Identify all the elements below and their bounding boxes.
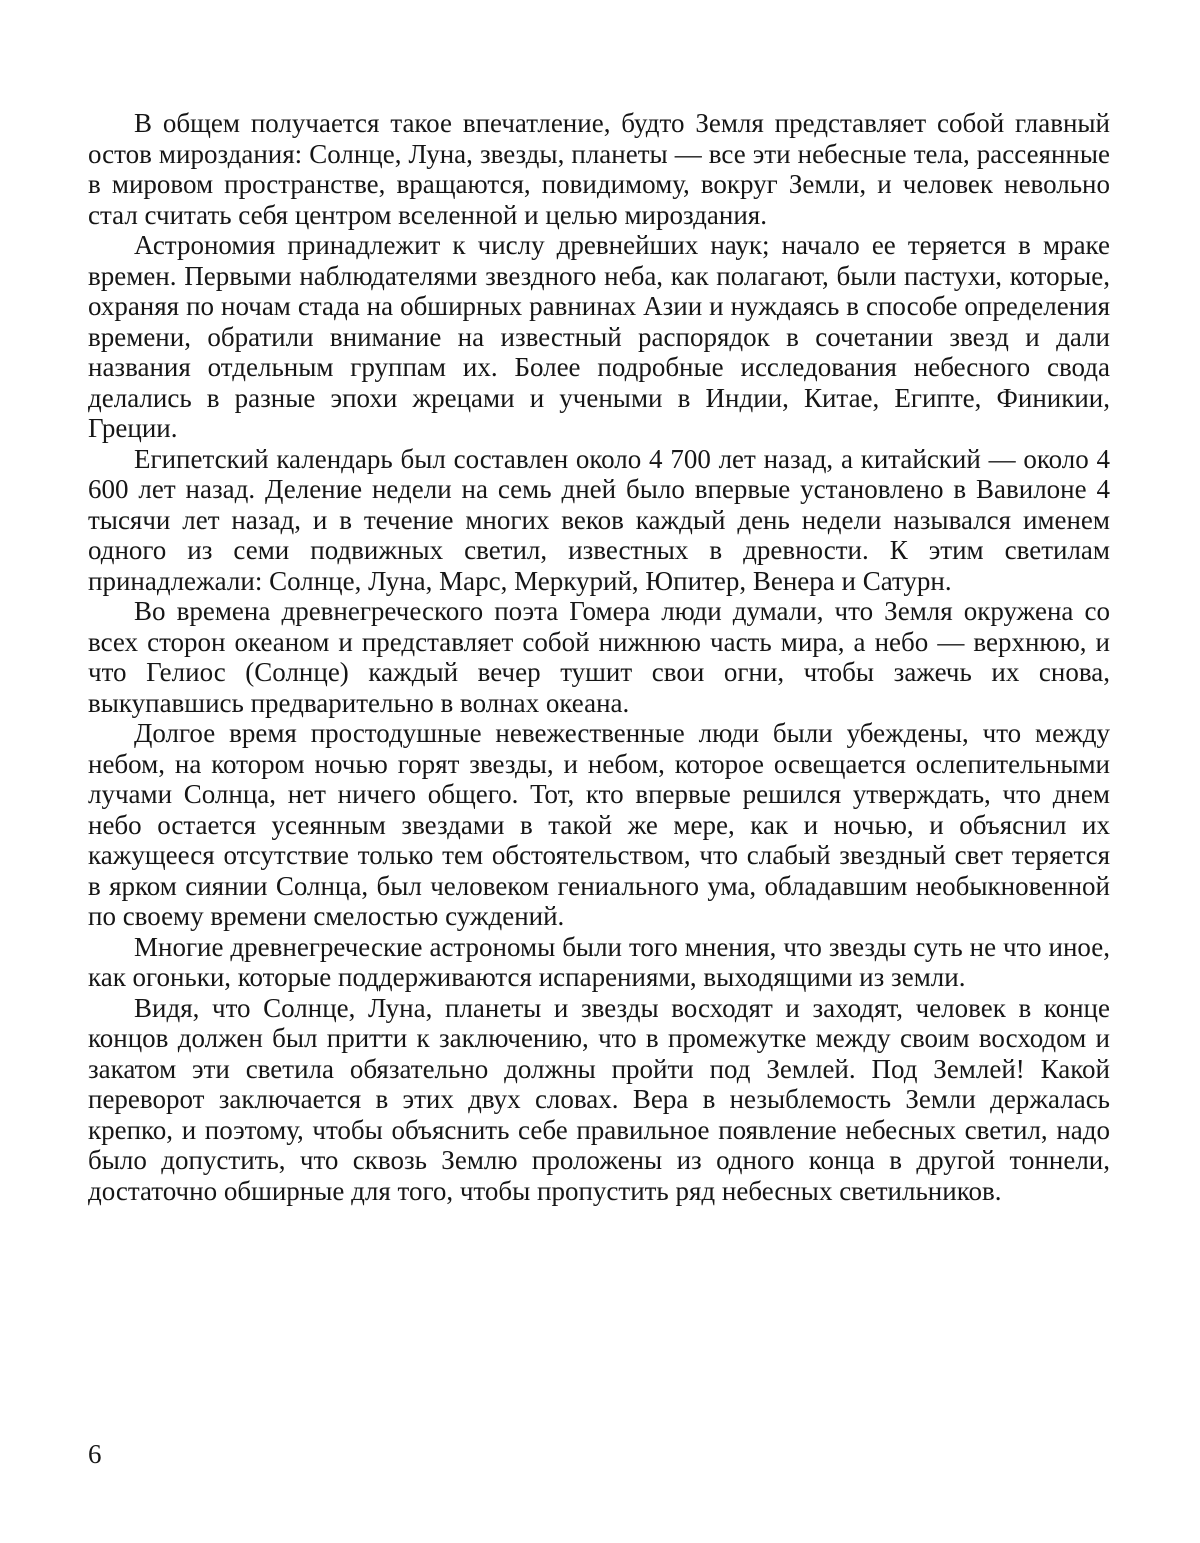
paragraph: Многие древнегреческие астрономы были того мнения, что звезды суть не что иное, как огоньки, которые поддерживаются испарениями, выходящими из земли. [88, 931, 1110, 992]
paragraph: Видя, что Солнце, Луна, планеты и звезды восходят и заходят, человек в конце концов должен был притти к заключению, что в промежутке между своим восходом и закатом эти светила обязательно должны пройти под Землей. Под Землей! Какой переворот заключается в этих двух словах. Вера в незыблемость Земли держалась крепко, и поэтому, чтобы объяснить себе правильное появление небесных светил, надо было допустить, что сквозь Землю проложены из одного конца в другой тоннели, достаточно обширные для того, чтобы пропустить ряд небесных светильников. [88, 992, 1110, 1206]
page-number: 6 [88, 1439, 102, 1469]
paragraph: В общем получается такое впечатление, будто Земля представляет собой главный остов мироздания: Солнце, Луна, звезды, планеты — все эти небесные тела, рассеянные в мировом пространстве, вращаются, повидимому, вокруг Земли, и человек невольно стал считать себя центром вселенной и целью мироздания. [88, 108, 1110, 230]
paragraph: Долгое время простодушные невежественные люди были убеждены, что между небом, на котором ночью горят звезды, и небом, которое освещается ослепительными лучами Солнца, нет ничего общего. Тот, кто впервые решился утверждать, что днем небо остается усеянным звездами в такой же мере, как и ночью, и объяснил их кажущееся отсутствие только тем обстоятельством, что слабый звездный свет теряется в ярком сиянии Солнца, был человеком гениального ума, обладавшим необыкновенной по своему времени смелостью суждений. [88, 718, 1110, 931]
page-body [88, 108, 1110, 1206]
paragraph: Астрономия принадлежит к числу древнейших наук; начало ее теряется в мраке времен. Первыми наблюдателями звездного неба, как полагают, были пастухи, которые, охраняя по ночам стада на обширных равнинах Азии и нуждаясь в способе определения времени, обратили внимание на известный распорядок в сочетании звезд и дали названия отдельным группам их. Более подробные исследования небесного свода делались в разные эпохи жрецами и учеными в Индии, Китае, Египте, Финикии, Греции. [88, 230, 1110, 443]
paragraph: Во времена древнегреческого поэта Гомера люди думали, что Земля окружена со всех сторон океаном и представляет собой нижнюю часть мира, а небо — верхнюю, и что Гелиос (Солнце) каждый вечер тушит свои огни, чтобы зажечь их снова, выкупавшись предварительно в волнах океана. [88, 596, 1110, 718]
paragraph: Египетский календарь был составлен около 4 700 лет назад, а китайский — около 4 600 лет назад. Деление недели на семь дней было впервые установлено в Вавилоне 4 тысячи лет назад, и в течение многих веков каждый день недели назывался именем одного из семи подвижных светил, известных в древности. К этим светилам принадлежали: Солнце, Луна, Марс, Меркурий, Юпитер, Венера и Сатурн. [88, 443, 1110, 596]
